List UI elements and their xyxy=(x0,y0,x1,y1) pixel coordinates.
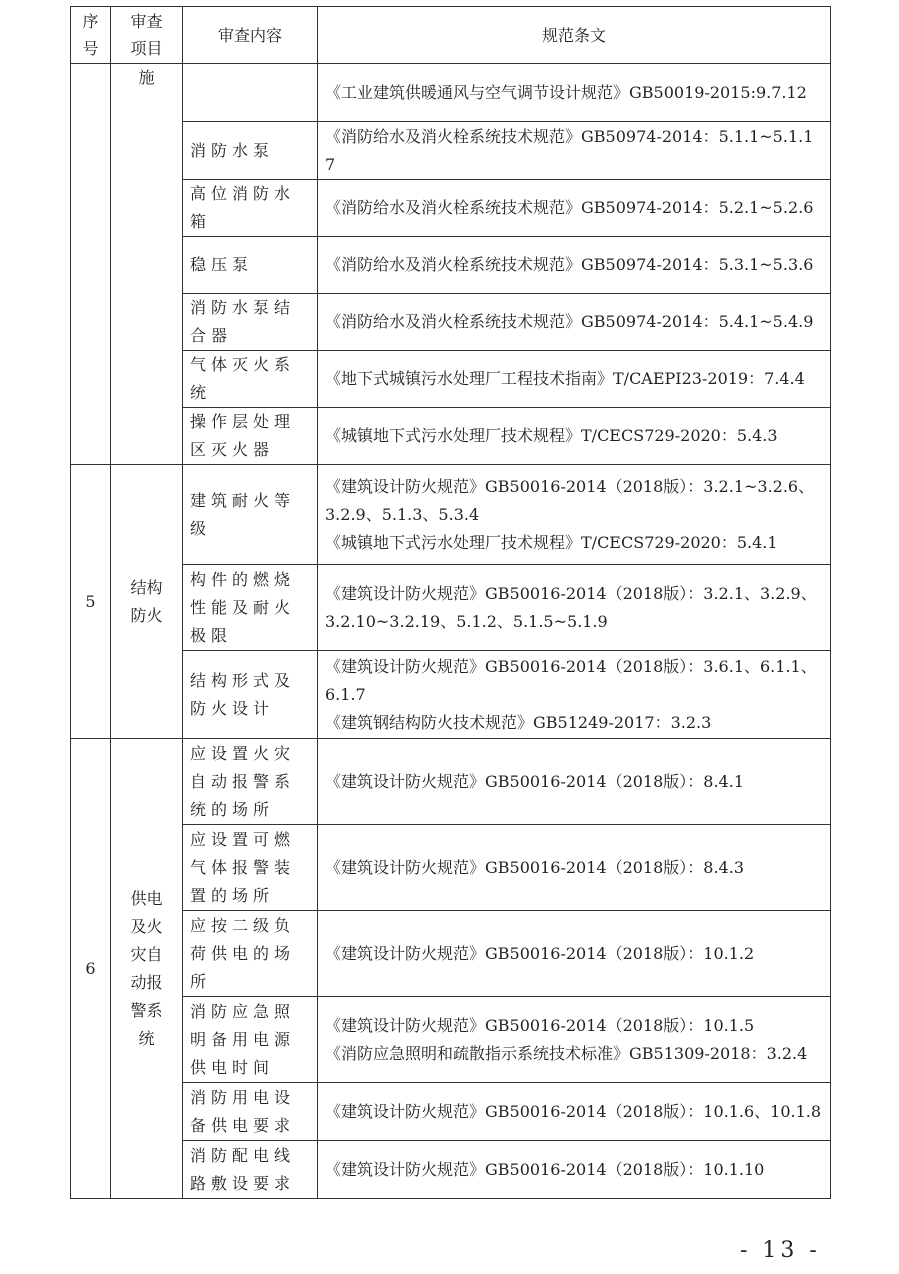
standard-clause: 《消防给水及消火栓系统技术规范》GB50974-2014：5.1.1~5.1.17 xyxy=(325,126,814,174)
standard-clause: 《工业建筑供暖通风与空气调节设计规范》GB50019-2015:9.7.12 xyxy=(325,82,807,102)
table-row xyxy=(71,408,831,465)
header-item: 审查内容 xyxy=(183,7,318,64)
table-body xyxy=(71,64,831,1199)
standard-clause: 《建筑设计防火规范》GB50016-2014（2018版）：10.1.2 xyxy=(325,943,755,963)
table-row xyxy=(71,651,831,739)
standard-clause: 《建筑设计防火规范》GB50016-2014（2018版）：8.4.3 xyxy=(325,857,744,877)
standard-clause: 《消防给水及消火栓系统技术规范》GB50974-2014：5.2.1~5.2.6 xyxy=(325,198,814,217)
standard-clauses xyxy=(318,651,831,739)
table-row xyxy=(71,739,831,825)
standard-clause: 《建筑设计防火规范》GB50016-2014（2018版）：10.1.10 xyxy=(325,1159,765,1179)
review-item: 应设置可燃气体报警装置的场所 xyxy=(183,825,318,911)
header-category: 审查 项目 xyxy=(111,7,183,64)
standard-clauses xyxy=(318,351,831,408)
standard-clauses xyxy=(318,64,831,122)
section-category: 供电 及火 灾自 动报 警系 统 xyxy=(111,739,183,1199)
table-row xyxy=(71,122,831,180)
standard-clauses xyxy=(318,739,831,825)
table-row xyxy=(71,1083,831,1141)
standard-clauses xyxy=(318,465,831,565)
review-item: 气体灭火系统 xyxy=(183,351,318,408)
standard-clauses xyxy=(318,825,831,911)
review-item: 建筑耐火等级 xyxy=(183,465,318,565)
page-number: - 13 - xyxy=(740,1238,821,1263)
standard-clause: 《建筑钢结构防火技术规范》GB51249-2017：3.2.3 xyxy=(325,712,712,732)
review-item: 消防用电设备供电要求 xyxy=(183,1083,318,1141)
table-row xyxy=(71,180,831,237)
standard-clauses xyxy=(318,294,831,351)
review-item: 应设置火灾自动报警系统的场所 xyxy=(183,739,318,825)
standard-clause: 《建筑设计防火规范》GB50016-2014（2018版）：8.4.1 xyxy=(325,771,744,791)
standard-clause: 《地下式城镇污水处理厂工程技术指南》T/CAEPI23-2019：7.4.4 xyxy=(325,369,805,388)
standard-clause: 《建筑设计防火规范》GB50016-2014（2018版）：3.2.1、3.2.9、3.2.10~3.2.19、5.1.2、5.1.5~5.1.9 xyxy=(325,583,817,631)
table-row xyxy=(71,1141,831,1199)
review-item: 稳压泵 xyxy=(183,237,318,294)
standard-clause: 《建筑设计防火规范》GB50016-2014（2018版）：10.1.5 xyxy=(325,1015,755,1035)
review-item: 应按二级负荷供电的场所 xyxy=(183,911,318,997)
table-row xyxy=(71,565,831,651)
review-item: 消防水泵结合器 xyxy=(183,294,318,351)
table-row xyxy=(71,997,831,1083)
standard-clause: 《消防应急照明和疏散指示系统技术标准》GB51309-2018：3.2.4 xyxy=(325,1043,808,1063)
review-item: 操作层处理区灭火器 xyxy=(183,408,318,465)
table-row xyxy=(71,294,831,351)
table-row xyxy=(71,911,831,997)
review-item: 构件的燃烧性能及耐火极限 xyxy=(183,565,318,651)
standard-clause: 《建筑设计防火规范》GB50016-2014（2018版）：10.1.6、10.1.8 xyxy=(325,1101,822,1121)
standard-clauses xyxy=(318,565,831,651)
review-item: 消防水泵 xyxy=(183,122,318,180)
review-item: 高位消防水箱 xyxy=(183,180,318,237)
standard-clause: 《城镇地下式污水处理厂技术规程》T/CECS729-2020：5.4.1 xyxy=(325,532,778,552)
review-item: 消防配电线路敷设要求 xyxy=(183,1141,318,1199)
table-row xyxy=(71,237,831,294)
section-category: 施 xyxy=(111,64,183,465)
review-item xyxy=(183,64,318,122)
table-row xyxy=(71,825,831,911)
standard-clause: 《城镇地下式污水处理厂技术规程》T/CECS729-2020：5.4.3 xyxy=(325,426,778,445)
table-row xyxy=(71,465,831,565)
section-index: 6 xyxy=(71,739,111,1199)
table-row xyxy=(71,351,831,408)
standard-clause: 《消防给水及消火栓系统技术规范》GB50974-2014：5.4.1~5.4.9 xyxy=(325,312,814,331)
standard-clauses xyxy=(318,180,831,237)
standard-clause: 《消防给水及消火栓系统技术规范》GB50974-2014：5.3.1~5.3.6 xyxy=(325,255,814,274)
standard-clause: 《建筑设计防火规范》GB50016-2014（2018版）：3.6.1、6.1.1、6.1.7 xyxy=(325,656,817,704)
standard-clauses xyxy=(318,911,831,997)
table-row xyxy=(71,64,831,122)
standard-clause: 《建筑设计防火规范》GB50016-2014（2018版）：3.2.1~3.2.6、3.2.9、5.1.3、5.3.4 xyxy=(325,476,815,524)
review-item: 消防应急照明备用电源供电时间 xyxy=(183,997,318,1083)
standard-clauses xyxy=(318,1141,831,1199)
standard-clauses xyxy=(318,122,831,180)
review-table xyxy=(70,6,831,1199)
standard-clauses xyxy=(318,1083,831,1141)
section-category: 结构 防火 xyxy=(111,465,183,739)
header-row xyxy=(71,7,831,64)
standard-clauses xyxy=(318,997,831,1083)
section-index: 5 xyxy=(71,465,111,739)
standard-clauses xyxy=(318,408,831,465)
section-index xyxy=(71,64,111,465)
standard-clauses xyxy=(318,237,831,294)
header-index: 序 号 xyxy=(71,7,111,64)
review-item: 结构形式及防火设计 xyxy=(183,651,318,739)
header-standard: 规范条文 xyxy=(318,7,831,64)
